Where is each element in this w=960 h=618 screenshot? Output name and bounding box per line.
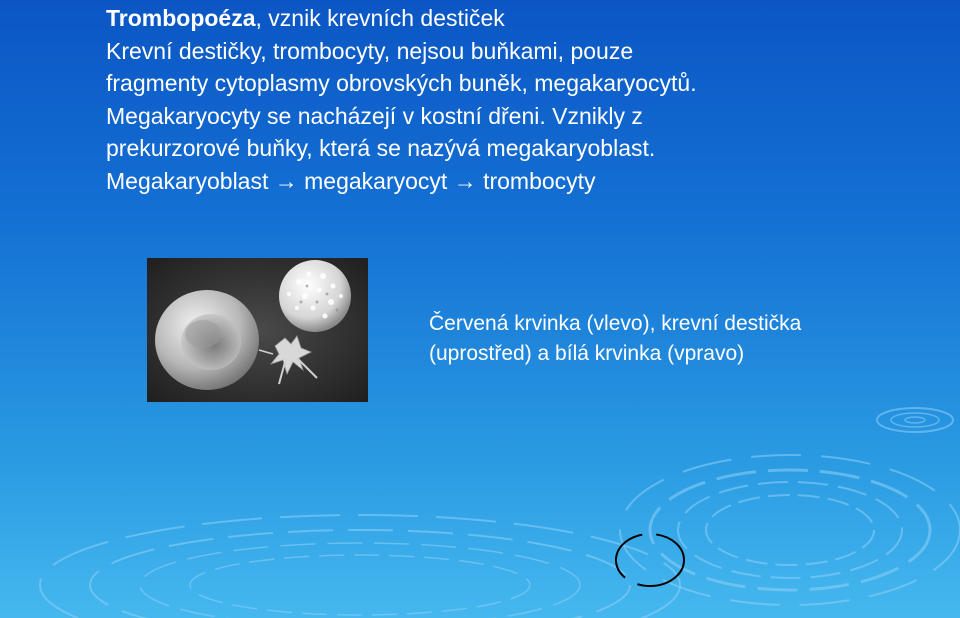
red-blood-cell [155, 290, 259, 390]
slide-title-bold: Trombopoéza [106, 5, 256, 31]
body-line-2: fragmenty cytoplasmy obrovských buněk, megakaryocytů. [106, 70, 697, 97]
caption-line-2: (uprostřed) a bílá krvinka (vpravo) [429, 342, 745, 365]
image-caption [429, 309, 929, 369]
body-line-4: prekurzorové buňky, která se nazývá megakaryoblast. [106, 135, 656, 162]
body-line-1: Krevní destičky, trombocyty, nejsou buňkami, pouze [106, 37, 634, 64]
slide-body [106, 2, 936, 198]
blood-cells-micrograph [147, 258, 368, 402]
slide-title [106, 2, 936, 35]
slide-title-rest: , vznik krevních destiček [255, 5, 505, 31]
body-line-3: Megakaryocyty se nacházejí v kostní dřeni. Vznikly z [106, 102, 643, 129]
caption-line-1: Červená krvinka (vlevo), krevní destička [429, 312, 802, 335]
body-line-5: Megakaryoblast → megakaryocyt → trombocyty [106, 167, 596, 194]
white-blood-cell [279, 260, 351, 332]
micrograph-illustration [147, 258, 368, 402]
